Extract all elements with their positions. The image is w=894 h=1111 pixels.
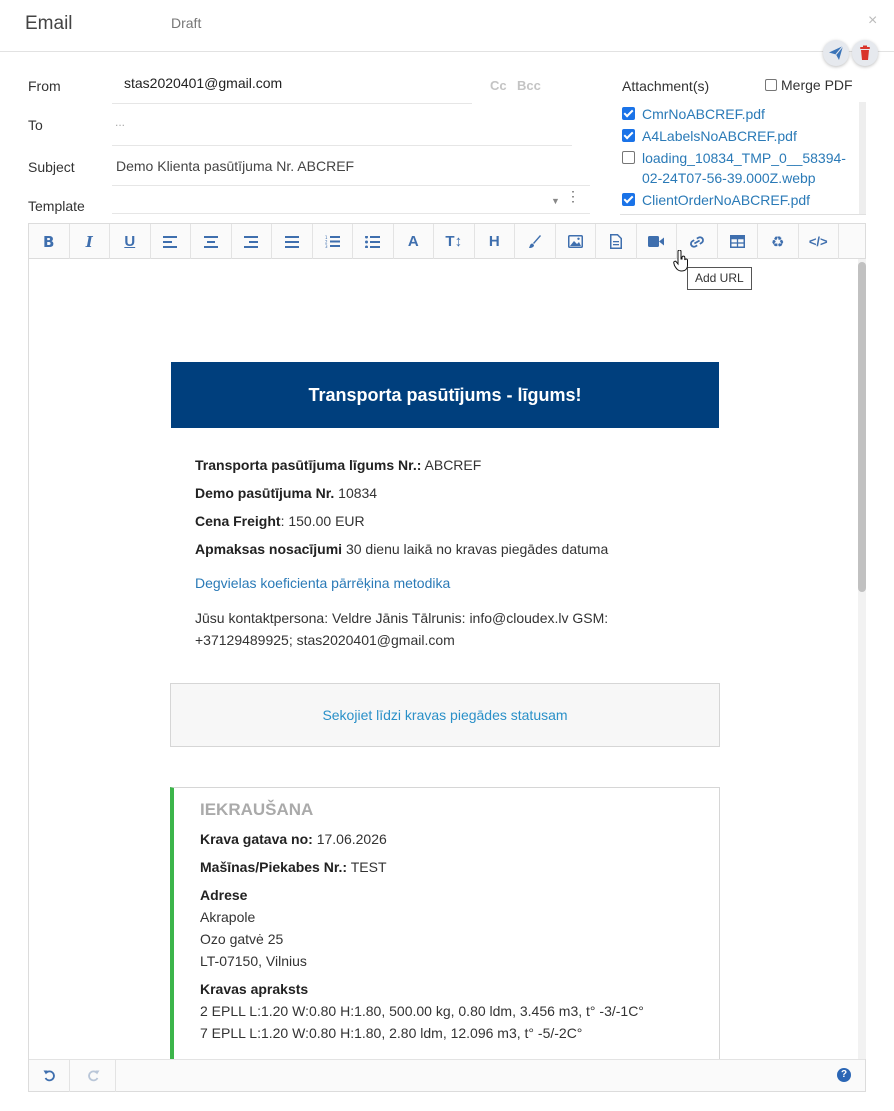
font-color-button[interactable] xyxy=(394,224,435,259)
redo-icon[interactable] xyxy=(87,1069,100,1082)
demo-order-line xyxy=(195,485,377,501)
statusbar-divider xyxy=(115,1060,116,1092)
bold-button[interactable] xyxy=(29,224,70,259)
attachment-name[interactable]: A4LabelsNoABCREF.pdf xyxy=(642,128,797,144)
vehicle-value: TEST xyxy=(350,859,387,875)
from-underline xyxy=(112,103,472,104)
attachment-item[interactable] xyxy=(620,148,860,188)
image-button[interactable] xyxy=(556,224,597,259)
contact-line-1: Jūsu kontaktpersona: Veldre Jānis Tālrunis: info@cloudex.lv GSM: xyxy=(195,610,609,626)
code-icon: </> xyxy=(808,234,828,249)
align-right-button[interactable] xyxy=(232,224,273,259)
checkbox-icon[interactable] xyxy=(765,79,777,91)
align-center-button[interactable] xyxy=(191,224,232,259)
tracking-box xyxy=(170,683,720,747)
price-value: : 150.00 EUR xyxy=(280,513,365,529)
vehicle-line xyxy=(200,859,387,875)
svg-text:1: 1 xyxy=(324,235,328,240)
svg-text:2: 2 xyxy=(324,239,328,245)
paint-brush-icon xyxy=(528,235,542,249)
fuel-coefficient-link[interactable]: Degvielas koeficienta pārrēķina metodika xyxy=(195,575,451,591)
address-line: LT-07150, Vilnius xyxy=(200,953,307,969)
align-right-icon xyxy=(244,236,258,248)
template-dropdown-icon[interactable]: ▼ xyxy=(551,196,560,206)
to-underline xyxy=(112,145,572,146)
email-banner: Transporta pasūtījums - līgums! xyxy=(171,362,719,428)
attachments-divider xyxy=(620,214,866,215)
close-button[interactable]: × xyxy=(868,12,878,29)
address-line: Ozo gatvė 25 xyxy=(200,931,284,947)
unordered-list-button[interactable] xyxy=(353,224,394,259)
editor-statusbar xyxy=(29,1059,865,1091)
justify-button[interactable] xyxy=(272,224,313,259)
attachment-list xyxy=(620,104,860,212)
font-size-button[interactable] xyxy=(434,224,475,259)
order-contract-line xyxy=(195,457,481,473)
bold-icon: B xyxy=(43,232,55,251)
from-label: From xyxy=(28,78,61,94)
image-icon xyxy=(568,235,583,248)
ready-line xyxy=(200,831,387,847)
more-vert-icon[interactable]: ⋮ xyxy=(566,188,580,204)
paint-brush-button[interactable] xyxy=(515,224,556,259)
recycle-icon: ♻ xyxy=(771,232,785,251)
attachment-item[interactable] xyxy=(620,104,860,124)
subject-underline xyxy=(112,185,590,186)
underline-button[interactable] xyxy=(110,224,151,259)
font-size-icon: T↕ xyxy=(445,233,463,250)
statusbar-divider xyxy=(69,1060,70,1092)
document-icon xyxy=(610,234,622,249)
attachment-name[interactable]: CmrNoABCREF.pdf xyxy=(642,106,765,122)
cargo-label-text: Kravas apraksts xyxy=(200,981,309,997)
help-icon[interactable]: ? xyxy=(837,1068,851,1082)
attachment-name[interactable]: ClientOrderNoABCREF.pdf xyxy=(642,192,811,208)
italic-button[interactable] xyxy=(70,224,111,259)
font-color-icon: A xyxy=(407,233,419,250)
justify-icon xyxy=(285,236,299,248)
merge-pdf-label: Merge PDF xyxy=(781,77,853,93)
address-line: Akrapole xyxy=(200,909,256,925)
ordered-list-button[interactable] xyxy=(313,224,354,259)
rich-text-editor xyxy=(28,223,866,1092)
underline-icon: U xyxy=(124,233,136,250)
dialog-title: Email xyxy=(25,13,73,34)
address-label-text: Adrese xyxy=(200,887,248,903)
checkbox-checked-icon[interactable] xyxy=(622,107,635,120)
editor-toolbar xyxy=(29,224,865,259)
dialog-header xyxy=(0,0,894,52)
code-view-button[interactable] xyxy=(799,224,840,259)
payment-line xyxy=(195,541,608,557)
attachments-title: Attachment(s) xyxy=(622,78,710,94)
attachment-item[interactable] xyxy=(620,190,860,210)
ready-label: Krava gatava no: xyxy=(200,831,313,847)
ready-value: 17.06.2026 xyxy=(316,831,387,847)
subject-label: Subject xyxy=(28,159,75,175)
ordered-list-icon xyxy=(325,235,340,248)
template-underline xyxy=(112,213,590,214)
price-line xyxy=(195,513,365,529)
heading-icon: H xyxy=(488,233,500,250)
editor-scrollbar[interactable] xyxy=(858,259,866,1059)
hand-cursor-icon xyxy=(673,250,689,272)
attachment-name[interactable]: loading_10834_TMP_0__58394-02-24T07-56-39.000Z.webp xyxy=(642,150,846,186)
to-field[interactable]: ... xyxy=(115,115,126,129)
unordered-list-icon xyxy=(365,236,380,248)
bcc-button[interactable]: Bcc xyxy=(517,78,541,93)
table-button[interactable] xyxy=(718,224,759,259)
checkbox-checked-icon[interactable] xyxy=(622,193,635,206)
demo-order-value: 10834 xyxy=(338,485,378,501)
loading-heading: IEKRAUŠANA xyxy=(200,800,314,819)
scrollbar-thumb[interactable] xyxy=(858,262,866,592)
subject-field[interactable]: Demo Klienta pasūtījuma Nr. ABCREF xyxy=(116,158,355,174)
payment-value: 30 dienu laikā no kravas piegādes datuma xyxy=(345,541,609,557)
align-left-button[interactable] xyxy=(151,224,192,259)
payment-label: Apmaksas nosacījumi xyxy=(195,541,343,557)
undo-icon[interactable] xyxy=(43,1069,56,1082)
svg-text:3: 3 xyxy=(324,244,328,248)
from-field[interactable]: stas2020401@gmail.com xyxy=(124,75,283,91)
cargo-label xyxy=(200,981,308,997)
recycle-button[interactable] xyxy=(758,224,799,259)
status-label: Draft xyxy=(171,15,202,31)
video-button[interactable] xyxy=(637,224,678,259)
contact-line-2: +37129489925; stas2020401@gmail.com xyxy=(195,632,455,648)
vehicle-label: Mašīnas/Piekabes Nr.: xyxy=(200,859,348,875)
loading-section xyxy=(170,787,720,1059)
toolbar-tooltip: Add URL xyxy=(687,267,752,290)
tracking-link[interactable]: Sekojiet līdzi kravas piegādes statusam xyxy=(322,707,568,723)
paper-plane-icon xyxy=(828,45,844,61)
editor-content[interactable] xyxy=(29,259,857,1059)
cargo-line: 7 EPLL L:1.20 W:0.80 H:1.80, 2.80 ldm, 12.096 m3, t° -5/-2C° xyxy=(200,1025,583,1041)
attachments-scrollbar[interactable] xyxy=(859,102,866,214)
italic-icon: I xyxy=(85,232,93,251)
attachment-item[interactable] xyxy=(620,126,860,146)
demo-order-label: Demo pasūtījuma Nr. xyxy=(195,485,335,501)
cc-button[interactable]: Cc xyxy=(490,78,507,93)
video-camera-icon xyxy=(648,236,664,247)
address-label xyxy=(200,887,247,903)
align-center-icon xyxy=(204,236,218,248)
checkbox-checked-icon[interactable] xyxy=(622,129,635,142)
cargo-line: 2 EPLL L:1.20 W:0.80 H:1.80, 500.00 kg, 0.80 ldm, 3.456 m3, t° -3/-1C° xyxy=(200,1003,644,1019)
template-label: Template xyxy=(28,198,85,214)
document-button[interactable] xyxy=(596,224,637,259)
order-contract-label: Transporta pasūtījuma līgums Nr.: xyxy=(195,457,422,473)
merge-pdf-checkbox[interactable] xyxy=(765,77,853,93)
table-icon xyxy=(730,235,745,248)
order-contract-value: ABCREF xyxy=(424,457,482,473)
delete-button[interactable] xyxy=(852,40,878,66)
send-button[interactable] xyxy=(823,40,849,66)
price-label: Cena Freight xyxy=(195,513,281,529)
align-left-icon xyxy=(163,236,177,248)
checkbox-unchecked-icon[interactable] xyxy=(622,151,635,164)
heading-button[interactable] xyxy=(475,224,516,259)
link-icon xyxy=(689,236,705,248)
trash-icon xyxy=(857,45,873,61)
to-label: To xyxy=(28,117,43,133)
